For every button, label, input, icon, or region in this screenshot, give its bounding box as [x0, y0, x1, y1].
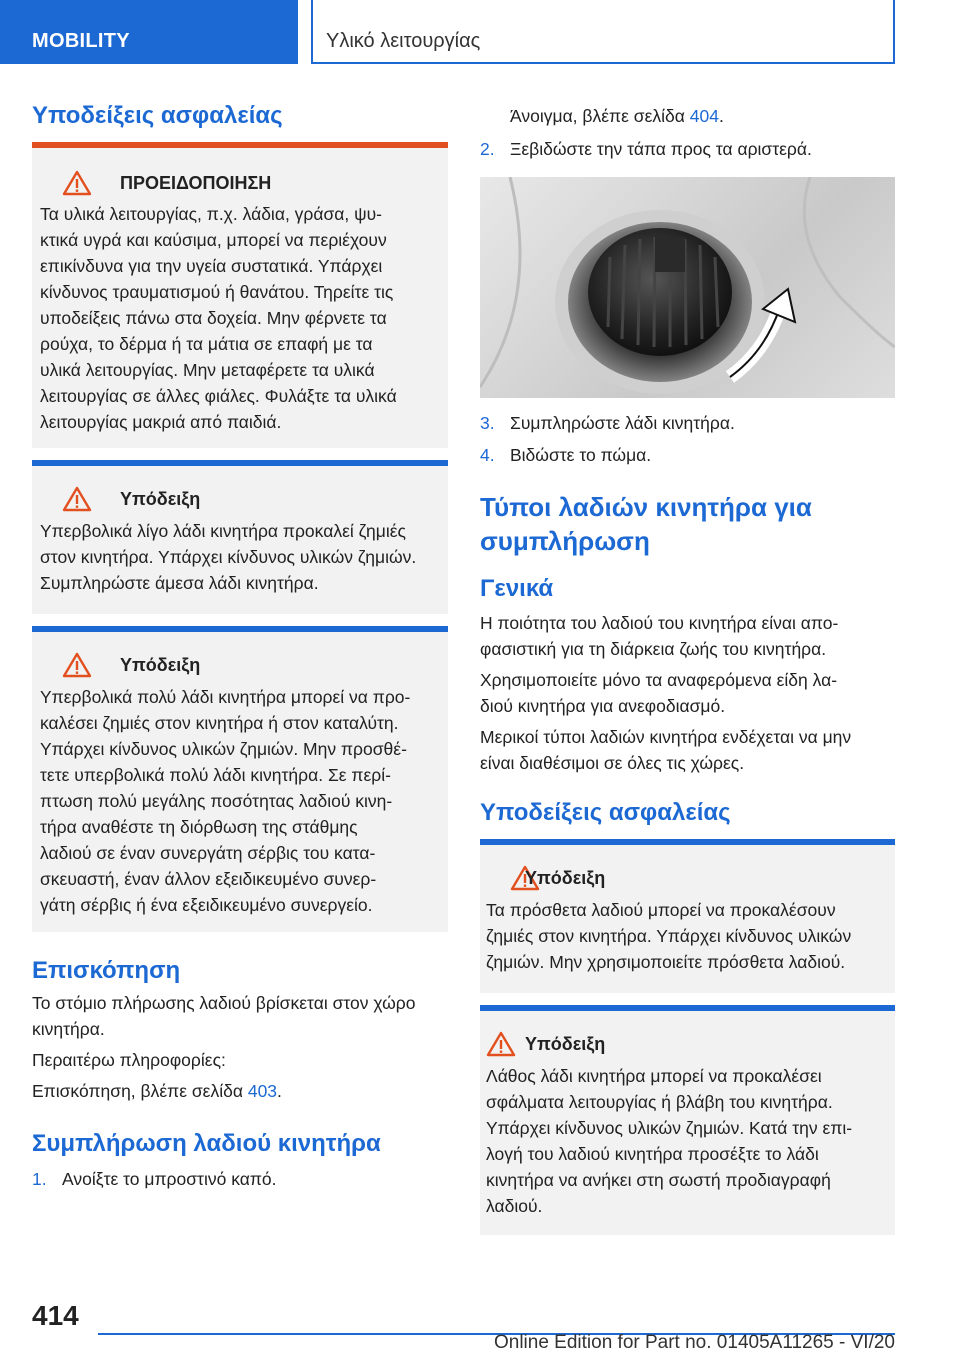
note-box — [32, 460, 448, 614]
note-bar — [32, 460, 448, 466]
step-text: Βιδώστε το πώμα. — [510, 445, 652, 465]
reference-text: Επισκόπηση, βλέπε σελίδα — [32, 1081, 248, 1101]
text-line: Τα υλικά λειτουργίας, π.χ. λάδια, γράσα, ψυ- — [40, 204, 383, 224]
step-text: Ανοίξτε το μπροστινό καπό. — [62, 1169, 277, 1189]
warning-text — [40, 201, 440, 435]
heading-overview: Επισκόπηση — [32, 957, 181, 984]
text-line: Τα πρόσθετα λαδιού μπορεί να προκαλέσουν — [486, 900, 836, 920]
header-divider — [311, 0, 313, 64]
oil-cap-illustration — [480, 177, 895, 398]
text-line: είναι διαθέσιμοι σε όλες τις χώρες. — [480, 753, 745, 773]
note-box — [480, 1005, 895, 1235]
text-line: υποδείξεις πάνω στα δοχεία. Μην φέρνετε τα — [40, 308, 387, 328]
warning-triangle-icon — [62, 170, 92, 196]
heading-line: Τύποι λαδιών κινητήρα για — [480, 492, 812, 522]
page-link[interactable]: 403 — [247, 1081, 278, 1101]
page-number: 414 — [32, 1300, 79, 1331]
chapter-tab[interactable] — [0, 0, 298, 64]
text-line: Υπάρχει κίνδυνος υλικών ζημιών. Κατά την επι- — [486, 1118, 853, 1138]
reference-end: . — [277, 1081, 282, 1101]
chapter-tab-label: MOBILITY — [32, 30, 130, 52]
general-paragraph — [480, 724, 900, 776]
edition-info: Online Edition for Part no. 01405A11265 - VI/20 — [493, 1332, 895, 1353]
reference-text: Άνοιγμα, βλέπε σελίδα — [510, 106, 690, 126]
note-bar — [480, 1005, 895, 1011]
page-link[interactable]: 404 — [689, 106, 719, 126]
text-line: γάτη σέρβις ή ένα εξειδικευμένο συνεργείο. — [40, 895, 373, 915]
note-bar — [480, 839, 895, 845]
text-line: Μερικοί τύποι λαδιών κινητήρα ενδέχεται να μην — [480, 727, 852, 747]
warning-heading: ΠΡΟΕΙΔΟΠΟΙΗΣΗ — [120, 173, 272, 193]
text-line: επικίνδυνα για την υγεία συστατικά. Υπάρχει — [40, 256, 383, 276]
text-line: τήρα αναθέστε τη διόρθωση της στάθμης — [40, 817, 358, 837]
heading-fill-oil: Συμπλήρωση λαδιού κινητήρα — [32, 1130, 381, 1157]
text-line: διού κινητήρα για ανεφοδιασμό. — [480, 696, 726, 716]
heading-line: συμπλήρωση — [480, 526, 650, 556]
text-line: φασιστική για τη διάρκεια ζωής του κινητήρα. — [480, 639, 827, 659]
text-line: σκευαστή, έναν άλλον εξειδικευμένο συνερ- — [40, 869, 377, 889]
warning-triangle-icon — [62, 652, 92, 678]
step-text: Συμπληρώστε λάδι κινητήρα. — [510, 413, 735, 433]
overview-reference — [32, 1078, 282, 1104]
text-line: Λάθος λάδι κινητήρα μπορεί να προκαλέσει — [486, 1066, 822, 1086]
note-text — [486, 1063, 887, 1219]
text-line: υλικά λειτουργίας. Μην μεταφέρετε τα υλικά — [40, 360, 375, 380]
text-line: ρούχα, το δέρμα ή τα μάτια σε επαφή με τα — [40, 334, 373, 354]
note-box — [32, 626, 448, 932]
note-heading: Υπόδειξη — [525, 868, 606, 888]
heading-general: Γενικά — [480, 575, 554, 602]
text-line: λαδιού σε έναν συνεργάτη σέρβις του κατα- — [40, 843, 376, 863]
text-line: λαδιού. — [486, 1196, 543, 1216]
text-line: Υπερβολικά πολύ λάδι κινητήρα μπορεί να προ- — [40, 687, 411, 707]
text-line: σφάλματα λειτουργίας ή βλάβη του κινητήρα. — [486, 1092, 833, 1112]
open-reference — [510, 103, 724, 129]
note-text — [40, 518, 440, 596]
text-line: Συμπληρώστε άμεσα λάδι κινητήρα. — [40, 573, 319, 593]
note-text — [486, 897, 887, 975]
step-number: 2. — [480, 139, 495, 159]
warning-box — [32, 142, 448, 448]
text-line: λειτουργίας σε άλλες φιάλες. Φυλάξτε τα υλικά — [40, 386, 397, 406]
text-line: κινητήρα. — [32, 1019, 105, 1039]
text-line: λειτουργίας μακριά από παιδιά. — [40, 412, 282, 432]
general-paragraph — [480, 667, 900, 719]
text-line: λογή του λαδιού κινητήρα προσέξτε το λάδι — [486, 1144, 819, 1164]
note-text — [40, 684, 440, 918]
step-number: 1. — [32, 1169, 47, 1189]
text-line: Η ποιότητα του λαδιού του κινητήρα είναι απο- — [480, 613, 839, 633]
heading-safety-notes: Υποδείξεις ασφαλείας — [480, 799, 731, 826]
step-text: Ξεβιδώστε την τάπα προς τα αριστερά. — [510, 139, 812, 159]
text-line: κινητήρα να ανήκει στη σωστή προδιαγραφή — [486, 1170, 831, 1190]
section-title: Υλικό λειτουργίας — [326, 30, 481, 52]
text-line: Χρησιμοποιείτε μόνο τα αναφερόμενα είδη λα- — [480, 670, 838, 690]
text-line: Υπάρχει κίνδυνος υλικών ζημιών. Μην προσθέ- — [40, 739, 407, 759]
more-info-label: Περαιτέρω πληροφορίες: — [32, 1050, 226, 1070]
text-line: τετε υπερβολικά πολύ λάδι κινητήρα. Σε περί- — [40, 765, 391, 785]
warning-bar — [32, 142, 448, 148]
text-line: στον κινητήρα. Υπάρχει κίνδυνος υλικών ζημιών. — [40, 547, 417, 567]
note-heading: Υπόδειξη — [120, 655, 201, 675]
header-edge — [893, 0, 895, 64]
warning-triangle-icon — [486, 1031, 516, 1057]
step-number: 3. — [480, 413, 495, 433]
heading-safety-notes: Υποδείξεις ασφαλείας — [32, 102, 283, 129]
text-line: Το στόμιο πλήρωσης λαδιού βρίσκεται στον χώρο — [32, 993, 416, 1013]
text-line: ζημιές στον κινητήρα. Υπάρχει κίνδυνος υλικών — [486, 926, 852, 946]
oil-filler-cap-photo — [480, 177, 895, 398]
note-bar — [32, 626, 448, 632]
text-line: ζημιών. Μην χρησιμοποιείτε πρόσθετα λαδιού. — [486, 952, 846, 972]
text-line: πτωση πολύ μεγάλης ποσότητας λαδιού κινη- — [40, 791, 393, 811]
warning-triangle-icon — [62, 486, 92, 512]
header-underline — [311, 62, 895, 64]
general-paragraph — [480, 610, 900, 662]
overview-text — [32, 990, 452, 1042]
note-heading: Υπόδειξη — [525, 1034, 606, 1054]
note-heading: Υπόδειξη — [120, 489, 201, 509]
reference-end: . — [718, 106, 724, 126]
note-box — [480, 839, 895, 993]
text-line: καλέσει ζημιές στον κινητήρα ή στον καταλύτη. — [40, 713, 399, 733]
step-number: 4. — [480, 445, 495, 465]
text-line: κίνδυνος τραυματισμού ή θανάτου. Τηρείτε τις — [40, 282, 394, 302]
text-line: κτικά υγρά και καύσιμα, μπορεί να περιέχουν — [40, 230, 387, 250]
heading-oil-types — [480, 490, 812, 558]
text-line: Υπερβολικά λίγο λάδι κινητήρα προκαλεί ζημιές — [40, 521, 406, 541]
